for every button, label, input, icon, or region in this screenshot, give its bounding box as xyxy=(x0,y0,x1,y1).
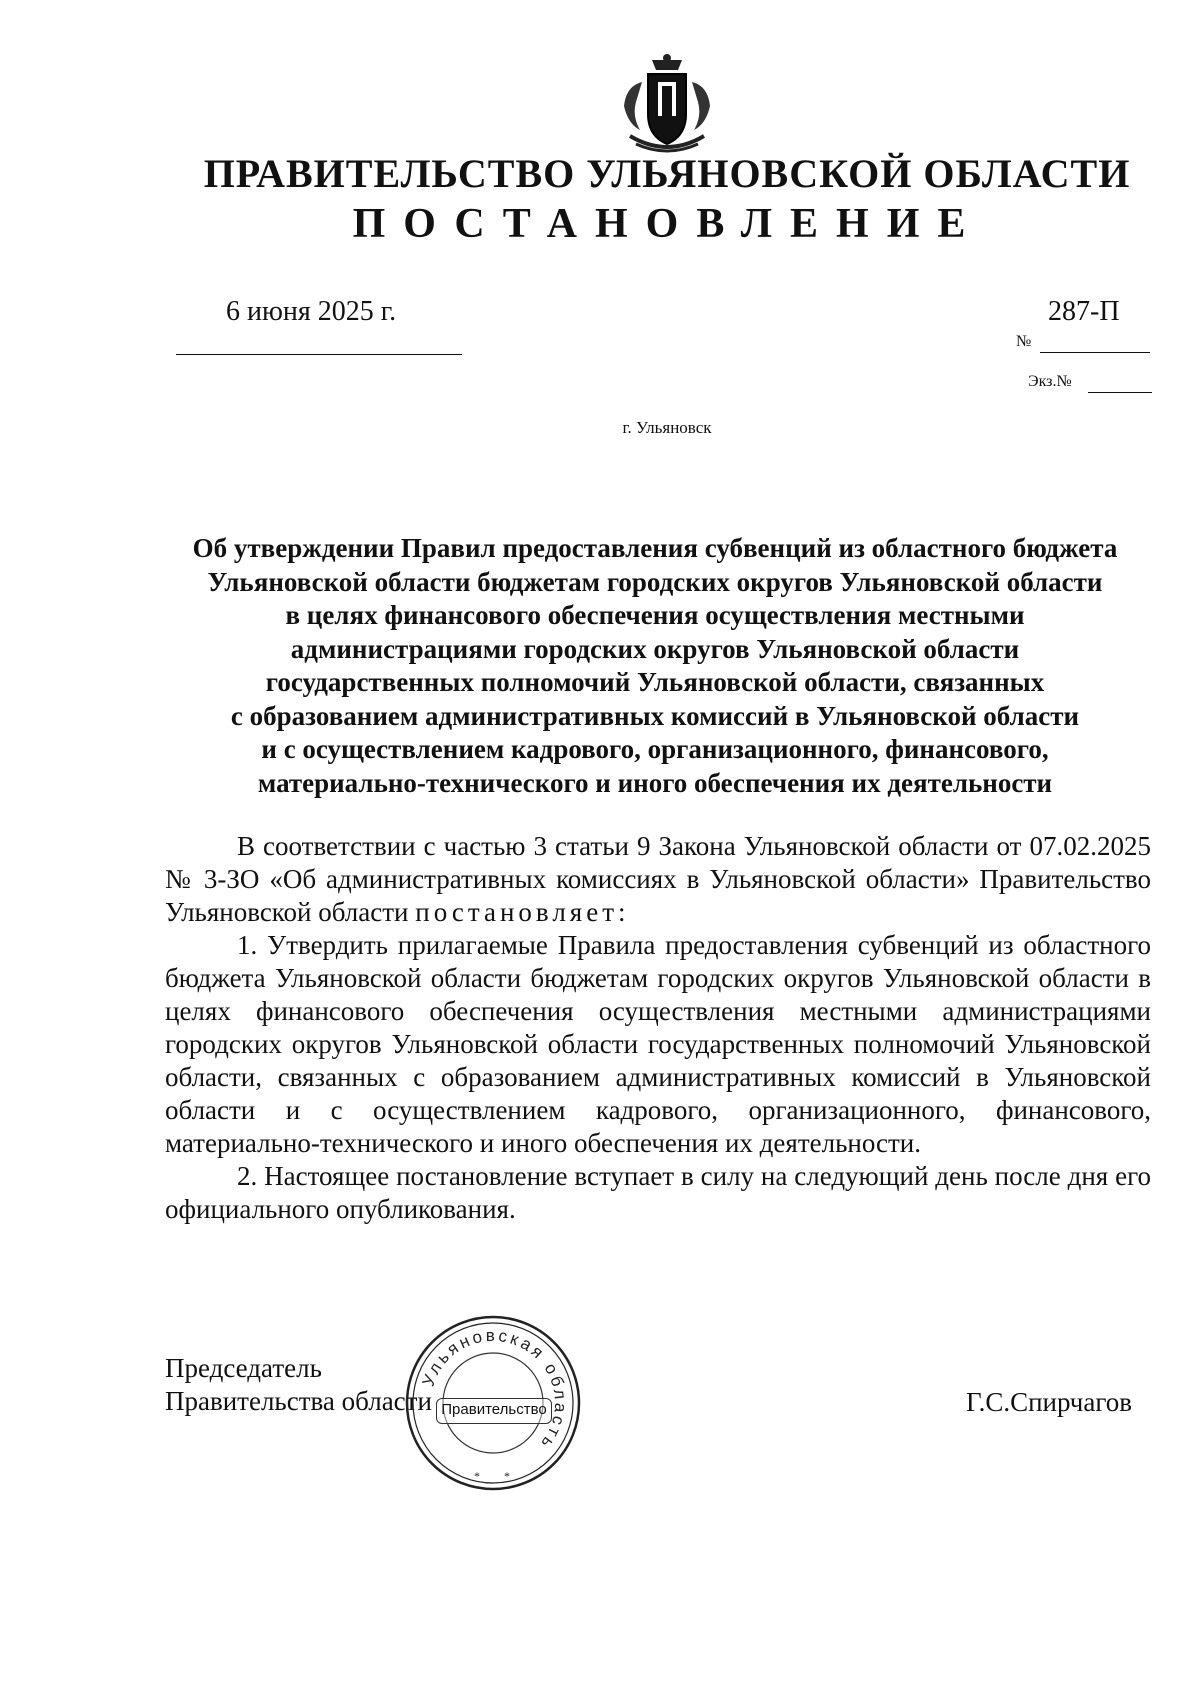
subject-line: с образованием административных комиссий в Ульяновской области xyxy=(230,700,1080,731)
position-line: Правительства области xyxy=(165,1386,432,1416)
decree-word: постановляет: xyxy=(415,897,630,927)
position-line: Председатель xyxy=(165,1353,322,1383)
government-title: ПРАВИТЕЛЬСТВО УЛЬЯНОВСКОЙ ОБЛАСТИ xyxy=(203,151,1131,196)
document-subject xyxy=(160,532,1150,800)
item-1-paragraph: 1. Утвердить прилагаемые Правила предоставления субвенций из областного бюджета Ульяновской области бюджетам городских округов Ульяновской области в целях финансового обеспечения осуществления местными администрациями городских округов Ульяновской области государственных полномочий Ульяновской области, связанных с образованием административных комиссий в Ульяновской области и с осуществлением кадрового, организационного, финансового, материально-технического и иного обеспечения их деятельности. xyxy=(165,930,1151,1158)
subject-line: Об утверждении Правил предоставления субвенций из областного бюджета xyxy=(192,533,1118,563)
seal-ring-text: Ульяновская область xyxy=(418,1325,571,1455)
copy-number-underline xyxy=(1088,392,1152,393)
subject-line: администрациями городских округов Ульяновской области xyxy=(290,633,1020,664)
document-body xyxy=(165,830,1151,1226)
city-name: г. Ульяновск xyxy=(622,418,712,437)
subject-line: Ульяновской области бюджетам городских округов Ульяновской области xyxy=(207,566,1103,597)
seal-center-text: Правительство xyxy=(436,1398,552,1424)
signatory-name: Г.С.Спирчагов xyxy=(966,1387,1133,1417)
document-number: 287-П xyxy=(1048,296,1120,327)
subject-line: материально-технического и иного обеспечения их деятельности xyxy=(257,767,1053,798)
date-underline xyxy=(176,354,462,355)
svg-text:*: * xyxy=(504,1469,510,1483)
subject-line: в целях финансового обеспечения осуществления местными xyxy=(285,600,1025,630)
number-underline xyxy=(1040,352,1150,353)
preamble-text: В соответствии с частью 3 статьи 9 Закона Ульяновской области от 07.02.2025 № 3-ЗО «Об административных комиссиях в Ульяновской области» Правительство Ульяновской области xyxy=(165,831,1151,927)
item-2-paragraph: 2. Настоящее постановление вступает в силу на следующий день после дня его официального опубликования. xyxy=(165,1161,1151,1224)
signatory-position xyxy=(165,1352,432,1418)
subject-line: и с осуществлением кадрового, организационного, финансового, xyxy=(261,734,1049,764)
copy-number-label: Экз.№ xyxy=(1028,373,1072,390)
svg-text:*: * xyxy=(474,1469,480,1483)
coat-of-arms-icon xyxy=(612,52,722,158)
preamble-paragraph xyxy=(165,830,1151,929)
document-date: 6 июня 2025 г. xyxy=(226,296,397,327)
number-label: № xyxy=(1016,333,1032,350)
document-kind-title: ПОСТАНОВЛЕНИЕ xyxy=(352,201,984,247)
subject-line: государственных полномочий Ульяновской области, связанных xyxy=(265,667,1045,697)
